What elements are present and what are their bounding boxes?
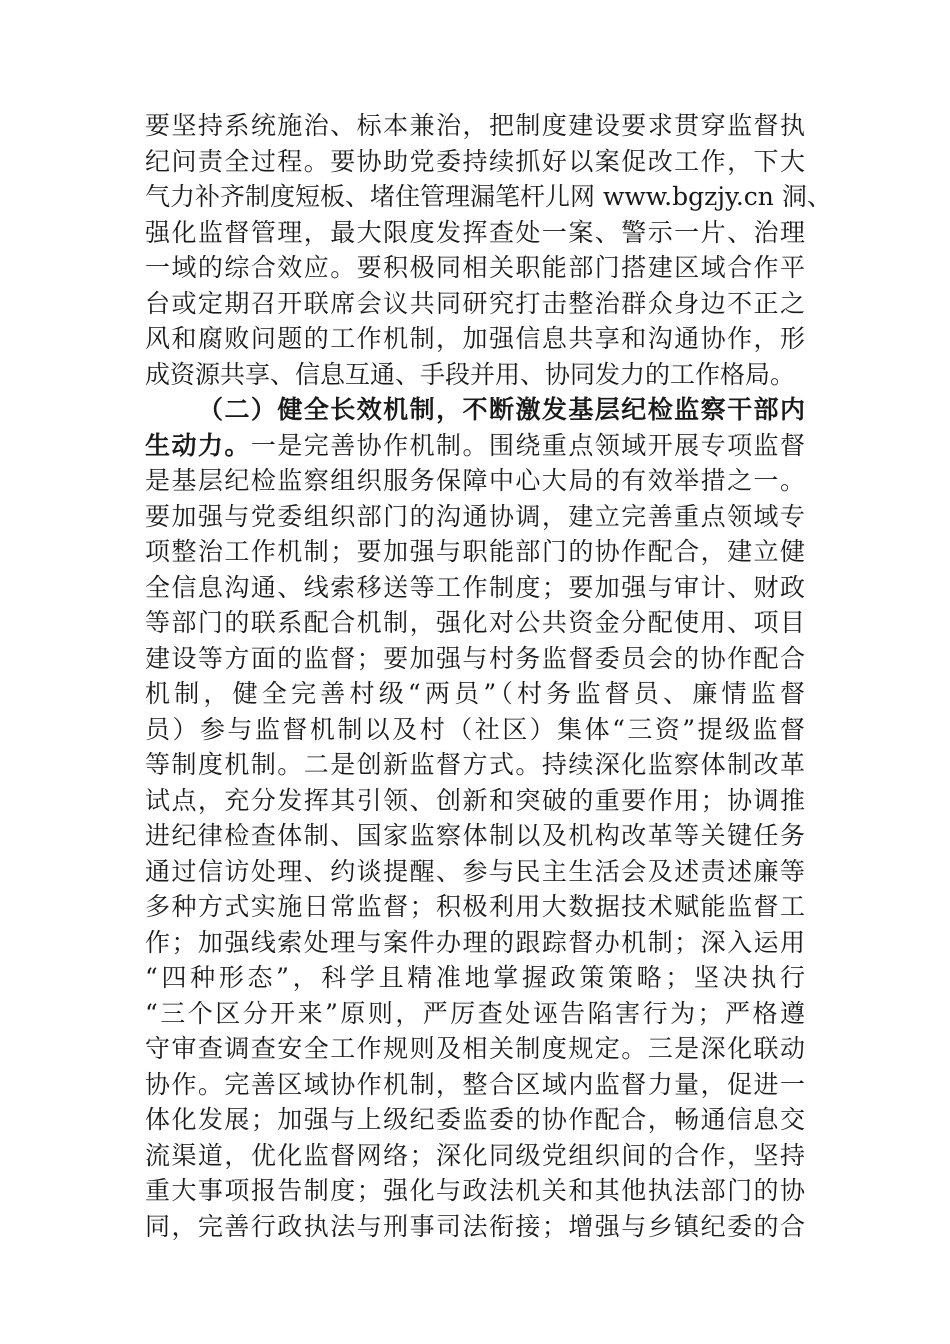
text-line: 成资源共享、信息互通、手段并用、协同发力的工作格局。: [145, 359, 796, 389]
text-line: 全信息沟通、线索移送等工作制度；要加强与审计、财政: [145, 572, 805, 602]
text-line: 通过信访处理、约谈提醒、参与民主生活会及述责述廉等: [145, 856, 805, 886]
text-span: 一是完善协作机制。围绕重点领域开展专项监督: [250, 430, 805, 460]
text-line: 协作。完善区域协作机制，整合区域内监督力量，促进一: [145, 1069, 805, 1099]
text-line: 台或定期召开联席会议共同研究打击整治群众身边不正之: [145, 288, 805, 318]
text-line: 要坚持系统施治、标本兼治，把制度建设要求贯穿监督执: [145, 111, 805, 140]
section-heading-continued: 生动力。: [145, 430, 251, 460]
text-line: 风和腐败问题的工作机制，加强信息共享和沟通协作，形: [145, 324, 805, 353]
text-line: 多种方式实施日常监督；积极利用大数据技术赋能监督工: [145, 892, 805, 921]
text-line: [145, 428, 805, 464]
body-text: [145, 108, 832, 1244]
text-line: 进纪律检查体制、国家监察体制以及机构改革等关键任务: [145, 821, 805, 850]
text-line: 等制度机制。二是创新监督方式。持续深化监察体制改革: [145, 750, 805, 779]
text-line: 是基层纪检监察组织服务保障中心大局的有效举措之一。: [145, 466, 805, 495]
text-line: 同，完善行政执法与刑事司法衔接；增强与乡镇纪委的合: [145, 1211, 805, 1241]
text-line: “三个区分开来”原则，严厉查处诬告陷害行为；严格遵: [145, 998, 805, 1028]
text-line: 强化监督管理，最大限度发挥查处一案、警示一片、治理: [145, 217, 805, 247]
text-line: 守审查调查安全工作规则及相关制度规定。三是深化联动: [145, 1034, 805, 1063]
text-line: “四种形态”，科学且精准地掌握政策策略；坚决执行: [145, 963, 805, 992]
text-line: 建设等方面的监督；要加强与村务监督委员会的协作配合: [145, 643, 805, 673]
text-line: 重大事项报告制度；强化与政法机关和其他执法部门的协: [145, 1176, 805, 1205]
text-line: 气力补齐制度短板、堵住管理漏笔杆儿网 www.bgzjy.cn 洞、: [145, 182, 832, 211]
text-line: 项整治工作机制；要加强与职能部门的协作配合，建立健: [145, 537, 805, 566]
text-line: 员）参与监督机制以及村（社区）集体“三资”提级监督: [145, 714, 805, 744]
text-line: 等部门的联系配合机制，强化对公共资金分配使用、项目: [145, 608, 805, 637]
text-line: 纪问责全过程。要协助党委持续抓好以案促改工作，下大: [145, 146, 805, 176]
text-line: 试点，充分发挥其引领、创新和突破的重要作用；协调推: [145, 785, 805, 815]
text-line: 流渠道，优化监督网络；深化同级党组织间的合作，坚持: [145, 1140, 805, 1170]
text-line: 机制，健全完善村级“两员”（村务监督员、廉情监督: [145, 679, 805, 708]
text-line: 一域的综合效应。要积极同相关职能部门搭建区域合作平: [145, 253, 805, 282]
text-line: 要加强与党委组织部门的沟通协调，建立完善重点领域专: [145, 501, 805, 531]
text-line: 体化发展；加强与上级纪委监委的协作配合，畅通信息交: [145, 1105, 805, 1134]
section-heading: （二）健全长效机制，不断激发基层纪检监察干部内: [198, 395, 805, 424]
text-line: 作；加强线索处理与案件办理的跟踪督办机制；深入运用: [145, 927, 805, 957]
